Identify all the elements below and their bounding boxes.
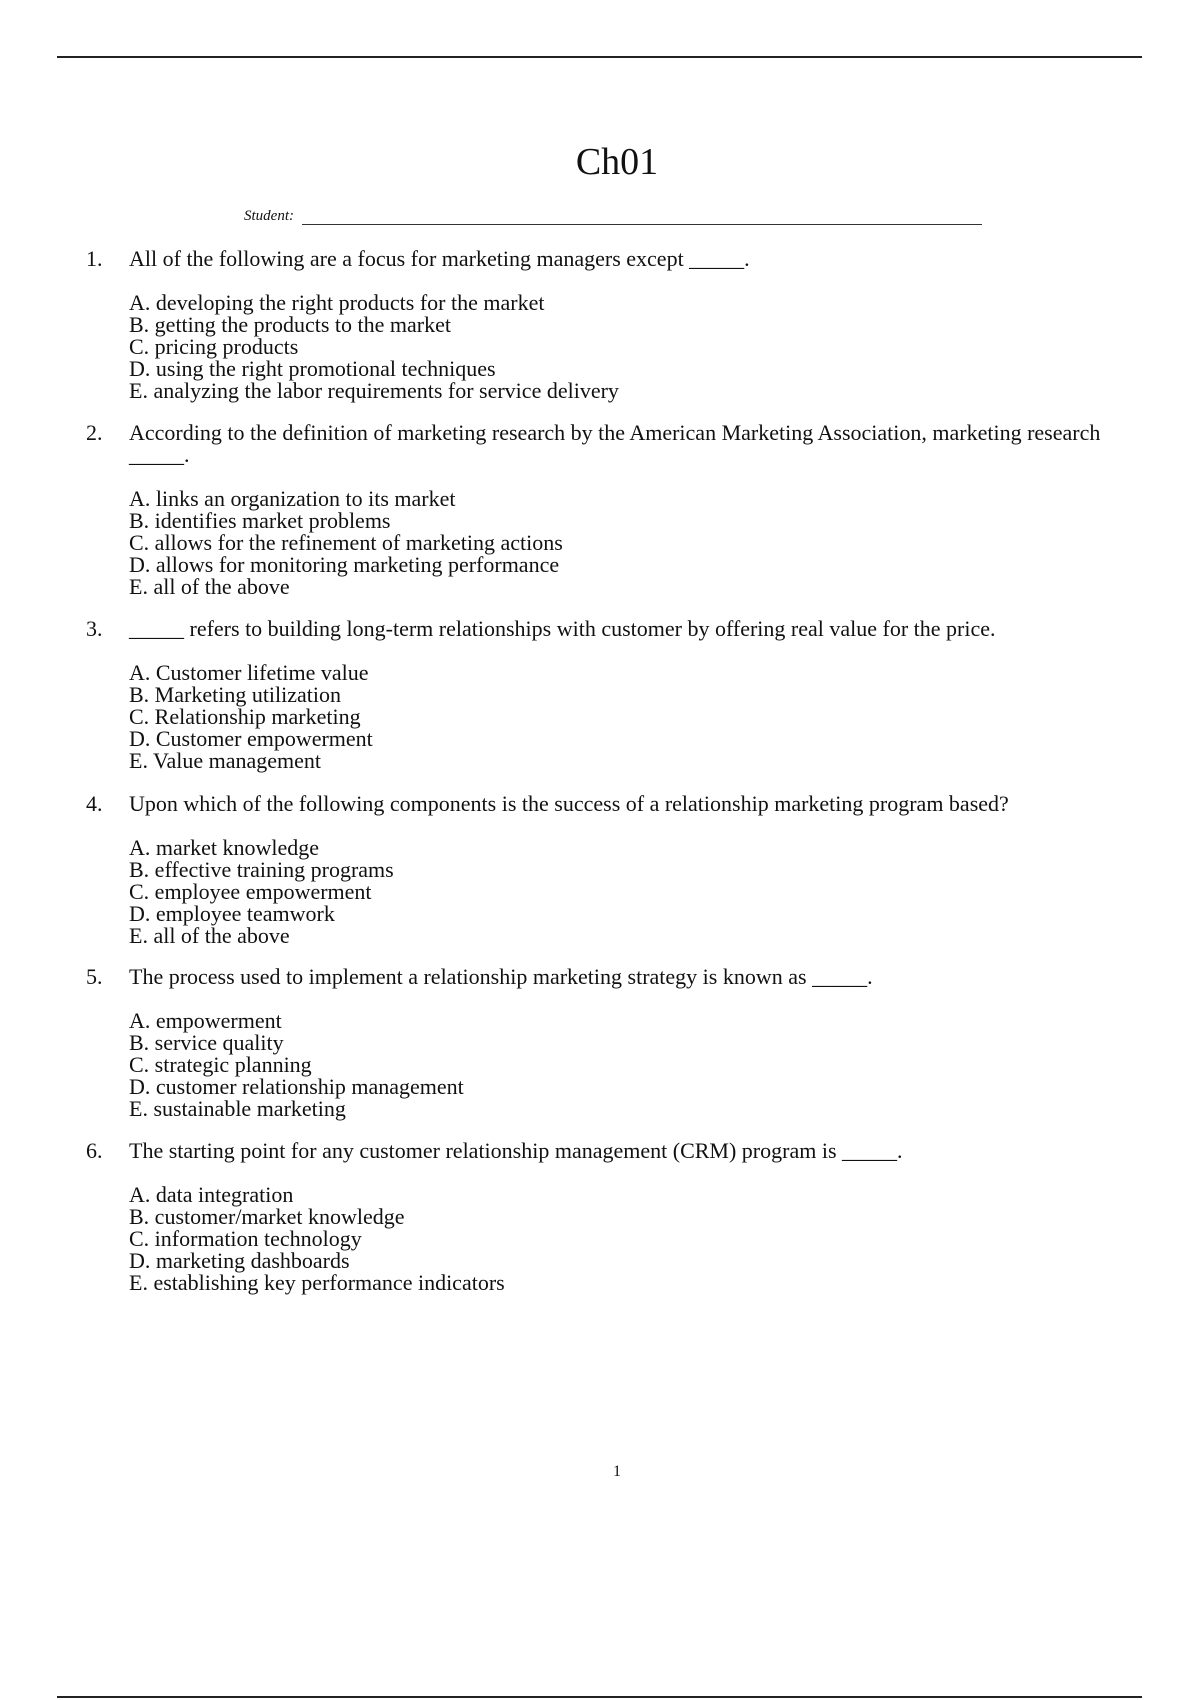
question-text: All of the following are a focus for marketing managers except _____. (129, 246, 750, 271)
option-b: B. customer/market knowledge (129, 1204, 405, 1229)
question-text: _____ refers to building long-term relationships with customer by offering real value for the price. (129, 616, 996, 641)
option-e: E. establishing key performance indicators (129, 1270, 505, 1295)
option-c: C. strategic planning (129, 1052, 312, 1077)
option-d: D. using the right promotional techniques (129, 356, 496, 381)
option-b: B. service quality (129, 1030, 284, 1055)
option-e: E. all of the above (129, 923, 290, 948)
option-a: A. links an organization to its market (129, 486, 456, 511)
option-e: E. sustainable marketing (129, 1096, 346, 1121)
option-c: C. pricing products (129, 334, 299, 359)
option-b: B. getting the products to the market (129, 312, 451, 337)
question-text: Upon which of the following components is the success of a relationship marketing program based? (129, 791, 1009, 816)
question-number: 6. (86, 1138, 103, 1163)
question-number: 1. (86, 246, 103, 271)
option-b: B. effective training programs (129, 857, 394, 882)
option-d: D. employee teamwork (129, 901, 335, 926)
question-text: The starting point for any customer relationship management (CRM) program is _____. (129, 1138, 903, 1163)
option-list (129, 1184, 1200, 1294)
question-6 (0, 1140, 1200, 1294)
option-b: B. identifies market problems (129, 508, 391, 533)
option-a: A. empowerment (129, 1008, 282, 1033)
option-b: B. Marketing utilization (129, 682, 342, 707)
student-label: Student: (244, 208, 294, 224)
question-3 (0, 618, 1200, 772)
option-d: D. marketing dashboards (129, 1248, 350, 1273)
student-field (244, 207, 982, 225)
option-c: C. allows for the refinement of marketing actions (129, 530, 563, 555)
option-d: D. customer relationship management (129, 1074, 464, 1099)
question-text: According to the definition of marketing research by the American Marketing Association, marketing research _____. (129, 420, 1101, 467)
option-list (129, 488, 1200, 598)
option-c: C. employee empowerment (129, 879, 372, 904)
bottom-rule (57, 1696, 1142, 1698)
option-list (129, 292, 1200, 402)
question-number: 3. (86, 616, 103, 641)
option-e: E. analyzing the labor requirements for service delivery (129, 378, 619, 403)
option-list (129, 1010, 1200, 1120)
option-c: C. information technology (129, 1226, 362, 1251)
top-rule (57, 56, 1142, 58)
question-text: The process used to implement a relationship marketing strategy is known as _____. (129, 964, 873, 989)
student-name-line[interactable] (302, 210, 982, 225)
option-a: A. developing the right products for the market (129, 290, 545, 315)
option-d: D. allows for monitoring marketing performance (129, 552, 560, 577)
page-number: 1 (613, 1463, 621, 1480)
option-e: E. all of the above (129, 574, 290, 599)
option-d: D. Customer empowerment (129, 726, 373, 751)
option-e: E. Value management (129, 748, 322, 773)
page-title: Ch01 (575, 141, 659, 183)
option-list (129, 837, 1200, 947)
option-a: A. data integration (129, 1182, 294, 1207)
question-2 (0, 422, 1200, 598)
option-c: C. Relationship marketing (129, 704, 361, 729)
question-4 (0, 793, 1200, 947)
question-1 (0, 248, 1200, 402)
question-number: 4. (86, 791, 103, 816)
question-number: 5. (86, 964, 103, 989)
option-list (129, 662, 1200, 772)
option-a: A. Customer lifetime value (129, 660, 369, 685)
question-5 (0, 966, 1200, 1120)
option-a: A. market knowledge (129, 835, 319, 860)
question-number: 2. (86, 420, 103, 445)
